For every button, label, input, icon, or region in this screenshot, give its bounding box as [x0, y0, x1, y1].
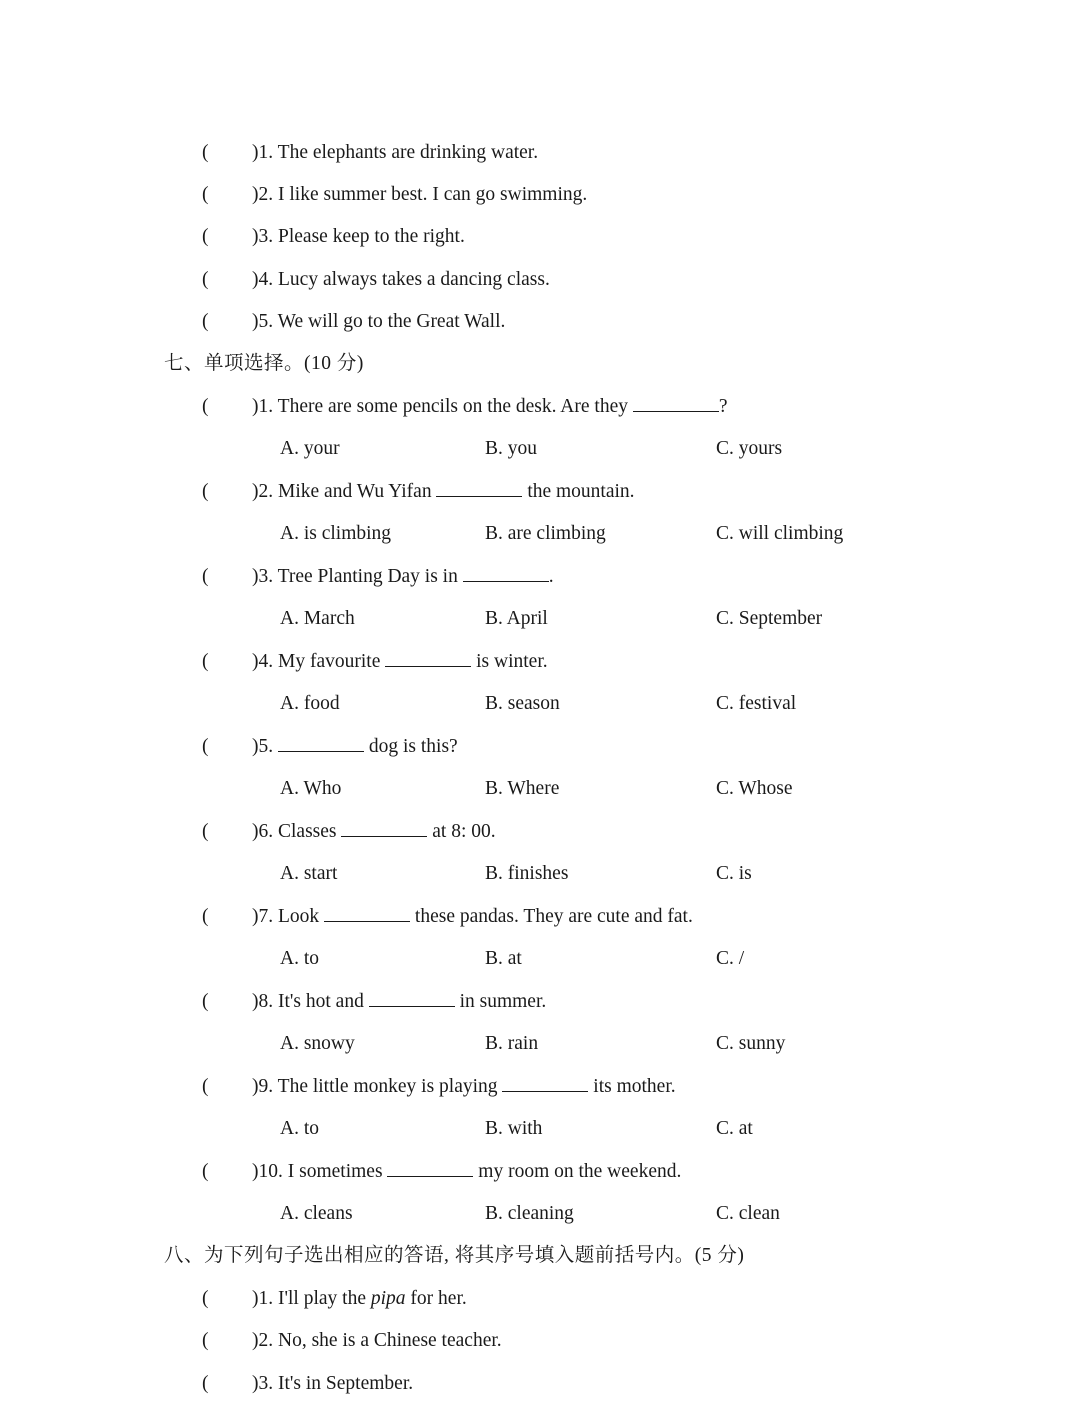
item-number: )1.: [252, 396, 274, 417]
answer-paren: (: [202, 396, 209, 417]
answer-paren: (: [202, 736, 209, 757]
option-b: B. cleaning: [485, 1203, 574, 1224]
item-number: )4.: [252, 269, 274, 290]
question-text: Look: [278, 906, 320, 927]
answer-blank: [341, 820, 427, 837]
question-text-after: its mother.: [593, 1076, 676, 1097]
answer-paren: (: [202, 269, 209, 290]
answer-paren: (: [202, 1288, 209, 1309]
answer-paren: (: [202, 142, 209, 163]
option-c: C. /: [716, 948, 745, 969]
option-b: B. with: [485, 1118, 543, 1139]
option-c: C. sunny: [716, 1033, 786, 1054]
answer-blank: [278, 735, 364, 752]
question-text-after: .: [548, 566, 554, 587]
question-text-after: ?: [718, 396, 728, 417]
section-heading-part7: 七、单项选择。(10 分): [164, 353, 364, 374]
question-text-after: my room on the weekend.: [478, 1161, 682, 1182]
item-text: It's in September.: [278, 1373, 414, 1394]
item-text: Lucy always takes a dancing class.: [278, 269, 550, 290]
option-b: B. Where: [485, 778, 560, 799]
item-number: )3.: [252, 566, 274, 587]
option-b: B. are climbing: [485, 523, 606, 544]
item-number: )3.: [252, 226, 274, 247]
item-text: No, she is a Chinese teacher.: [278, 1330, 502, 1351]
question-text-after: these pandas. They are cute and fat.: [414, 906, 693, 927]
answer-paren: (: [202, 821, 209, 842]
item-number: )5.: [252, 736, 274, 757]
question-text: It's hot and: [278, 991, 364, 1012]
item-number: )2.: [252, 481, 274, 502]
item-number: )8.: [252, 991, 274, 1012]
answer-paren: (: [202, 226, 209, 247]
answer-blank: [436, 480, 522, 497]
answer-blank: [502, 1075, 588, 1092]
question-text: The little monkey is playing: [277, 1076, 498, 1097]
answer-paren: (: [202, 906, 209, 927]
item-number: )7.: [252, 906, 274, 927]
item-number: )2.: [252, 1330, 274, 1351]
option-a: A. March: [280, 608, 355, 629]
item-text: Please keep to the right.: [278, 226, 465, 247]
option-a: A. to: [280, 1118, 319, 1139]
answer-paren: (: [202, 311, 209, 332]
item-text: I like summer best. I can go swimming.: [278, 184, 588, 205]
question-text-after: is winter.: [476, 651, 548, 672]
question-text: Mike and Wu Yifan: [278, 481, 432, 502]
item-number: )5.: [252, 311, 274, 332]
option-c: C. yours: [716, 438, 783, 459]
option-b: B. rain: [485, 1033, 539, 1054]
question-text: Classes: [278, 821, 337, 842]
answer-blank: [463, 565, 549, 582]
option-b: B. at: [485, 948, 522, 969]
option-c: C. festival: [716, 693, 797, 714]
item-number: )6.: [252, 821, 274, 842]
answer-blank: [633, 395, 719, 412]
option-c: C. is: [716, 863, 752, 884]
option-c: C. will climbing: [716, 523, 844, 544]
answer-paren: (: [202, 566, 209, 587]
item-number: )4.: [252, 651, 274, 672]
item-number: )1.: [252, 142, 274, 163]
answer-paren: (: [202, 651, 209, 672]
question-text-after: dog is this?: [368, 736, 458, 757]
option-a: A. to: [280, 948, 319, 969]
question-text: Tree Planting Day is in: [277, 566, 458, 587]
option-a: A. snowy: [280, 1033, 355, 1054]
option-b: B. finishes: [485, 863, 569, 884]
question-text-after: the mountain.: [527, 481, 635, 502]
option-a: A. is climbing: [280, 523, 392, 544]
item-number: )9.: [252, 1076, 274, 1097]
option-a: A. Who: [280, 778, 342, 799]
question-text: My favourite: [278, 651, 381, 672]
answer-paren: (: [202, 481, 209, 502]
answer-paren: (: [202, 184, 209, 205]
item-text-post: for her.: [410, 1288, 467, 1309]
answer-paren: (: [202, 1076, 209, 1097]
question-text: I sometimes: [287, 1161, 383, 1182]
item-number: )2.: [252, 184, 274, 205]
option-c: C. September: [716, 608, 823, 629]
answer-blank: [324, 905, 410, 922]
item-text: I'll play the: [278, 1288, 366, 1309]
section-heading-part8: 八、为下列句子选出相应的答语, 将其序号填入题前括号内。(5 分): [164, 1245, 745, 1266]
answer-paren: (: [202, 991, 209, 1012]
option-a: A. food: [280, 693, 340, 714]
question-text-after: in summer.: [459, 991, 547, 1012]
item-number: )10.: [252, 1161, 283, 1182]
option-b: B. April: [485, 608, 548, 629]
option-a: A. cleans: [280, 1203, 353, 1224]
option-c: C. at: [716, 1118, 753, 1139]
option-c: C. Whose: [716, 778, 793, 799]
item-text: We will go to the Great Wall.: [277, 311, 506, 332]
answer-blank: [385, 650, 471, 667]
option-c: C. clean: [716, 1203, 780, 1224]
option-b: B. you: [485, 438, 538, 459]
item-number: )1.: [252, 1288, 274, 1309]
option-a: A. start: [280, 863, 338, 884]
question-text-after: at 8: 00.: [432, 821, 496, 842]
item-text-italic: pipa: [370, 1288, 406, 1309]
option-b: B. season: [485, 693, 560, 714]
item-text: The elephants are drinking water.: [277, 142, 539, 163]
answer-blank: [369, 990, 455, 1007]
answer-paren: (: [202, 1161, 209, 1182]
option-a: A. your: [280, 438, 340, 459]
answer-paren: (: [202, 1330, 209, 1351]
item-number: )3.: [252, 1373, 274, 1394]
answer-paren: (: [202, 1373, 209, 1394]
question-text: There are some pencils on the desk. Are they: [277, 396, 628, 417]
answer-blank: [387, 1160, 473, 1177]
